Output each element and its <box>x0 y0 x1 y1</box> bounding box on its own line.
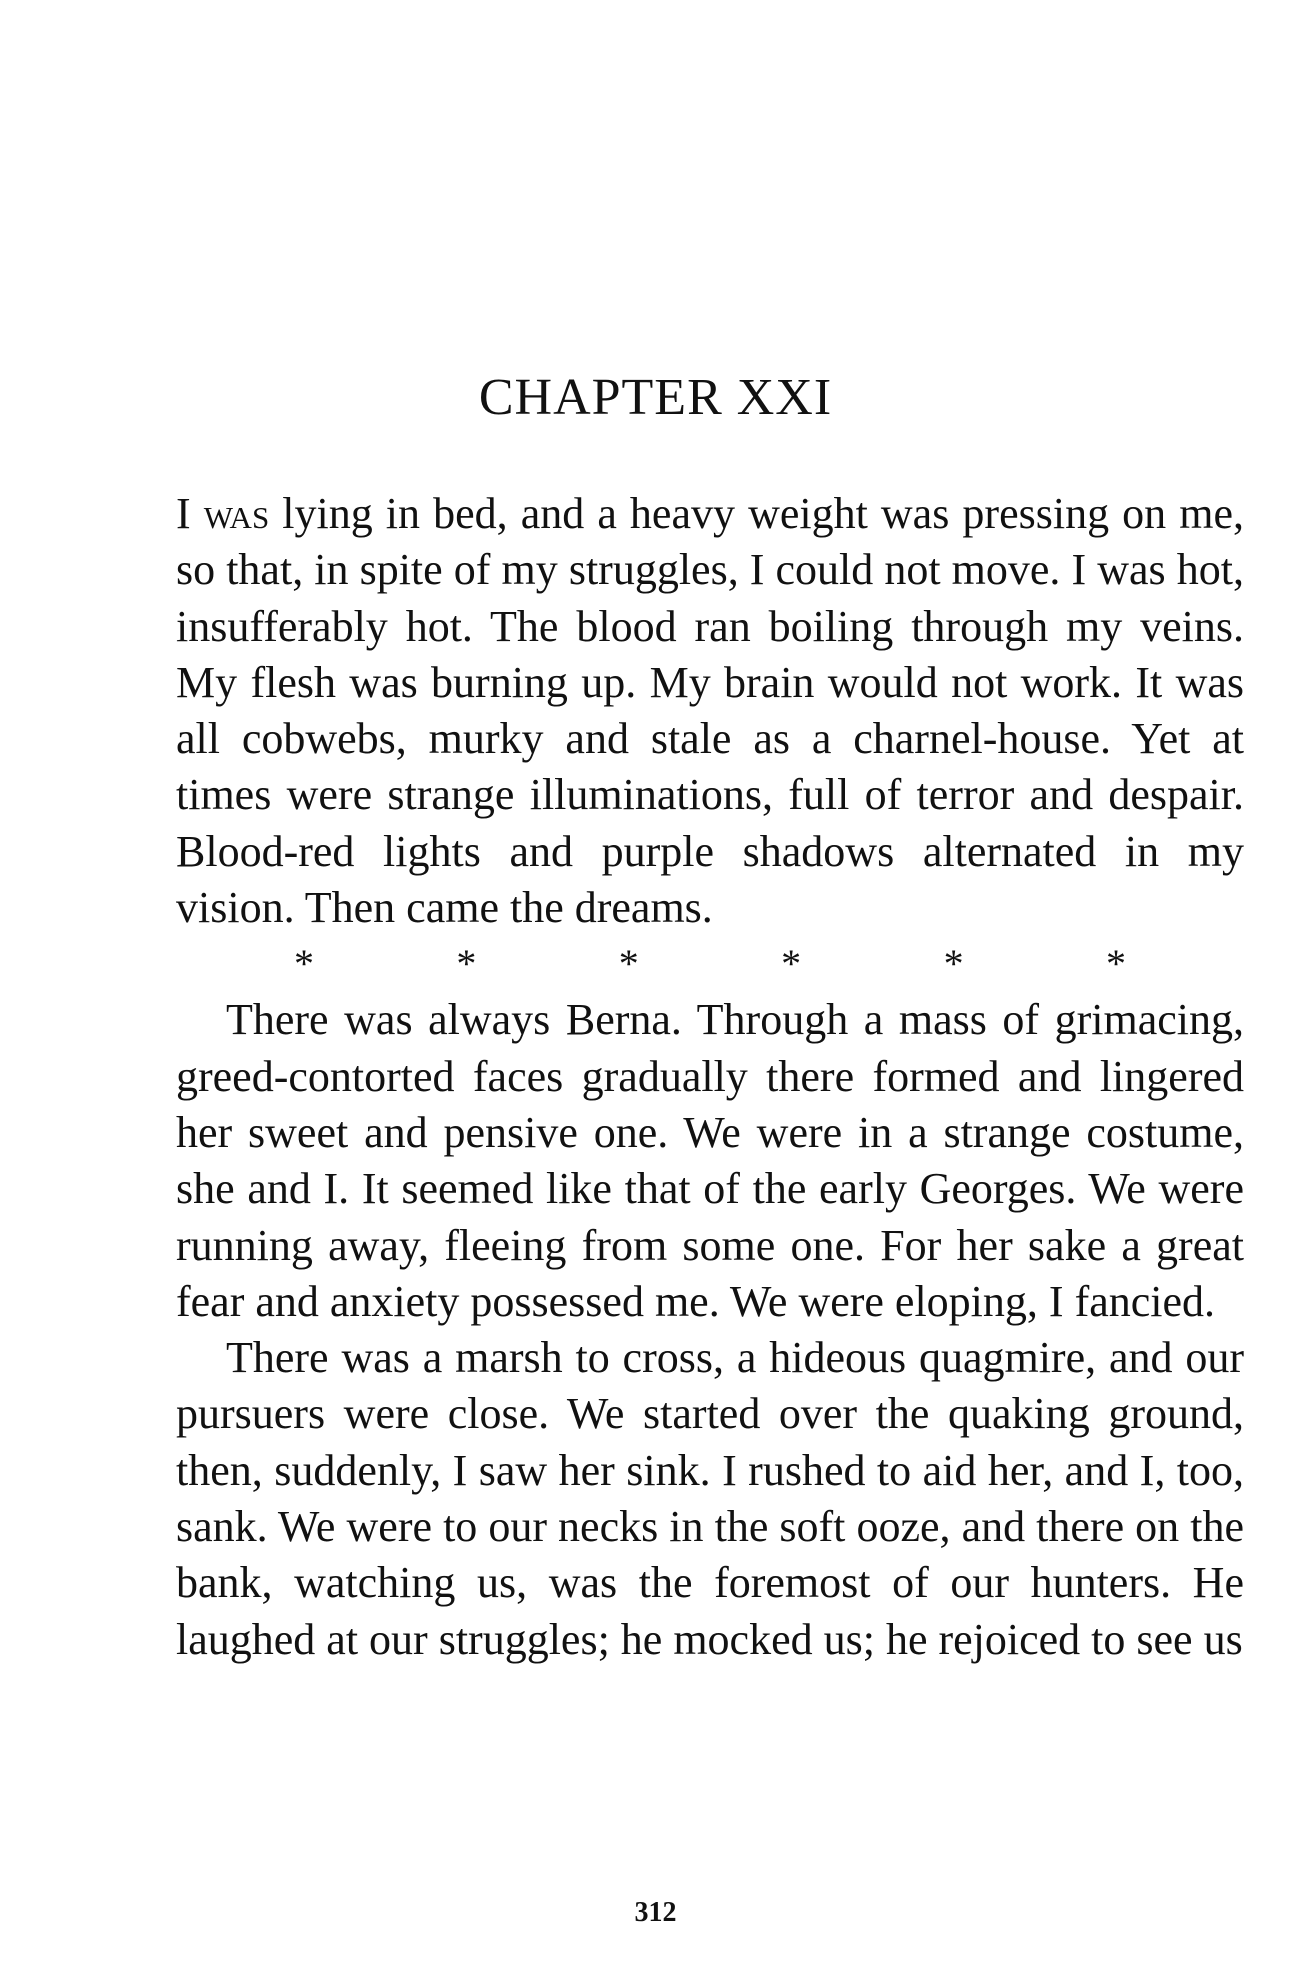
section-break-asterisk: * <box>943 941 964 987</box>
section-break-asterisk: * <box>1105 941 1126 987</box>
section-break-asterisk: * <box>456 941 477 987</box>
chapter-title: CHAPTER XXI <box>478 369 833 426</box>
paragraph-3: There was a marsh to cross, a hideous quagmire, and our pursuers were close. We started over the quaking ground, then, suddenly, I saw her sink. I rushed to aid her, and I, too, sank. We were to our necks in the soft ooze, and there on the bank, watching us, was the foremost of our hunters. He laughed at our struggles; he mocked us; he rejoiced to see us <box>176 1333 1244 1664</box>
paragraph-1-lead: I was <box>176 489 270 538</box>
section-break-asterisk: * <box>618 941 639 987</box>
section-break-asterisk: * <box>781 941 802 987</box>
paragraph-2: There was always Berna. Through a mass of grimacing, greed-contorted faces gradually there formed and lingered her sweet and pensive one. We were in a strange costume, she and I. It seemed like that of the early Georges. We were running away, fleeing from some one. For her sake a great fear and anxiety possessed me. We were eloping, I fancied. <box>176 995 1244 1326</box>
chapter-body <box>176 486 1244 1668</box>
page-number: 312 <box>634 1897 677 1928</box>
section-break <box>176 936 1244 992</box>
paragraph-1-text: lying in bed, and a heavy weight was pressing on me, so that, in spite of my struggles, I could not move. I was hot, insufferably hot. The blood ran boiling through my veins. My flesh was burning up. My brain would not work. It was all cobwebs, murky and stale as a charnel-house. Yet at times were strange illuminations, full of terror and despair. Blood-red lights and purple shadows alternated in my vision. Then came the dreams. <box>176 489 1244 933</box>
section-break-asterisk: * <box>294 941 314 987</box>
paragraph-1 <box>176 486 1244 936</box>
